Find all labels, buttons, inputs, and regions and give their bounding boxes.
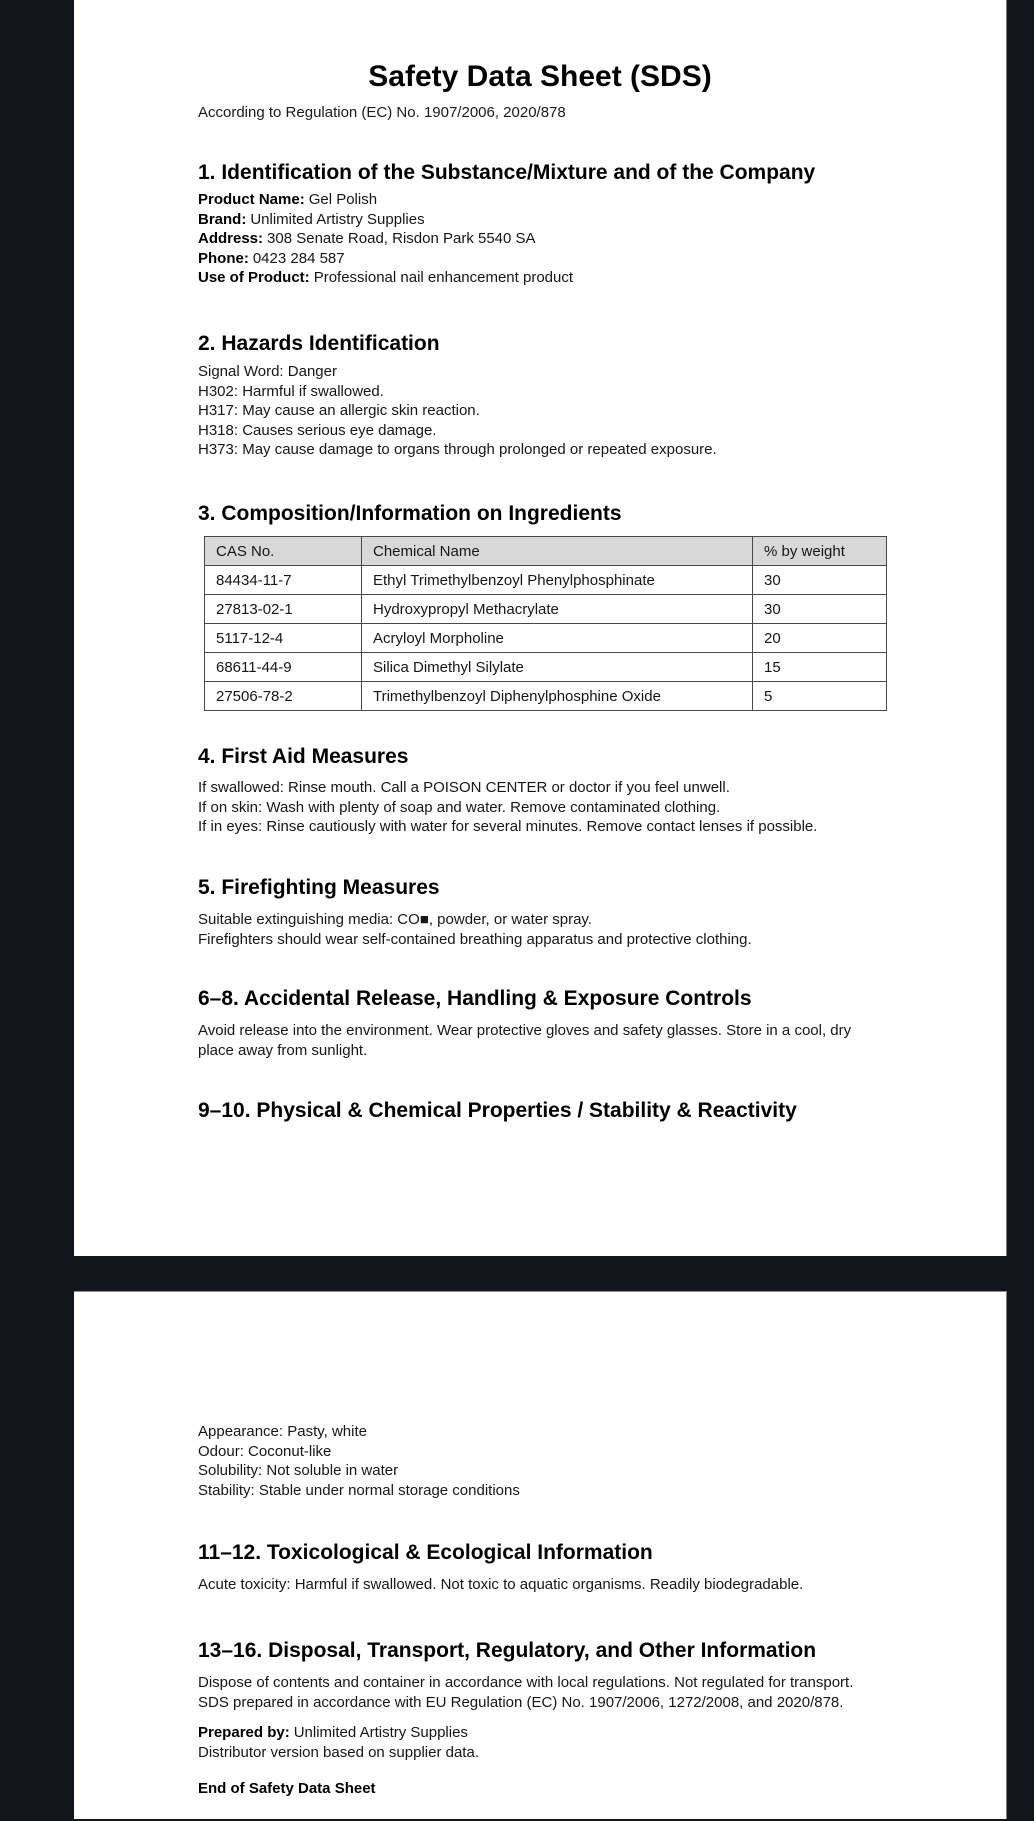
column-header-weight: % by weight xyxy=(753,537,887,566)
first-aid-line: If in eyes: Rinse cautiously with water for several minutes. Remove contact lenses if possible. xyxy=(198,818,818,835)
table-row xyxy=(205,595,887,624)
section-13-16-heading: 13–16. Disposal, Transport, Regulatory, and Other Information xyxy=(198,1639,817,1662)
field-line xyxy=(198,268,573,288)
table-cell: 68611-44-9 xyxy=(205,653,362,682)
section-5-heading: 5. Firefighting Measures xyxy=(198,876,440,899)
section-9-10-heading: 9–10. Physical & Chemical Properties / Stability & Reactivity xyxy=(198,1099,797,1122)
accidental-release-line: place away from sunlight. xyxy=(198,1041,368,1059)
table-row xyxy=(205,566,887,595)
field-label: Address: xyxy=(198,230,264,247)
field-value: 0423 284 587 xyxy=(252,249,345,267)
column-header-chemical: Chemical Name xyxy=(362,537,753,566)
column-header-cas: CAS No. xyxy=(205,537,362,566)
property-line: Appearance: Pasty, white xyxy=(198,1423,367,1440)
physical-properties-lines xyxy=(198,1422,520,1500)
section-5-lines xyxy=(198,910,752,949)
toxicology-line: Acute toxicity: Harmful if swallowed. Not toxic to aquatic organisms. Readily biodegradable. xyxy=(198,1576,804,1593)
hazard-line: Signal Word: Danger xyxy=(198,363,337,380)
table-cell: Acryloyl Morpholine xyxy=(362,624,753,653)
accidental-release-line: Avoid release into the environment. Wear protective gloves and safety glasses. Store in a cool, dry xyxy=(198,1022,852,1039)
field-label: Product Name: xyxy=(198,191,305,208)
first-aid-line: If on skin: Wash with plenty of soap and water. Remove contaminated clothing. xyxy=(198,798,721,816)
prepared-by-label: Prepared by: xyxy=(198,1724,290,1741)
hazard-line: H317: May cause an allergic skin reaction. xyxy=(198,402,480,419)
table-cell: Hydroxypropyl Methacrylate xyxy=(362,595,753,624)
field-line xyxy=(198,210,573,230)
table-cell: 15 xyxy=(753,653,887,682)
end-of-sheet-line: End of Safety Data Sheet xyxy=(198,1780,376,1797)
table-cell: 27506-78-2 xyxy=(205,682,362,711)
table-cell: 30 xyxy=(753,595,887,624)
table-row xyxy=(205,653,887,682)
field-value: 308 Senate Road, Risdon Park 5540 SA xyxy=(267,230,536,247)
table-cell: Trimethylbenzoyl Diphenylphosphine Oxide xyxy=(362,682,753,711)
section-4-heading: 4. First Aid Measures xyxy=(198,745,409,768)
table-cell: 30 xyxy=(753,566,887,595)
table-cell: 5 xyxy=(753,682,887,711)
table-row xyxy=(205,624,887,653)
property-line: Stability: Stable under normal storage conditions xyxy=(198,1481,520,1499)
firefighting-line: Suitable extinguishing media: CO■, powder, or water spray. xyxy=(198,911,592,928)
table-cell: 5117-12-4 xyxy=(205,624,362,653)
section-11-12-heading: 11–12. Toxicological & Ecological Information xyxy=(198,1541,653,1564)
prepared-by-line xyxy=(198,1723,479,1743)
property-line: Odour: Coconut-like xyxy=(198,1442,332,1460)
document-title: Safety Data Sheet (SDS) xyxy=(368,60,712,93)
section-6-8-heading: 6–8. Accidental Release, Handling & Exposure Controls xyxy=(198,987,752,1010)
field-line xyxy=(198,249,573,269)
table-cell: Silica Dimethyl Silylate xyxy=(362,653,753,682)
table-cell: 84434-11-7 xyxy=(205,566,362,595)
first-aid-line: If swallowed: Rinse mouth. Call a POISON CENTER or doctor if you feel unwell. xyxy=(198,779,730,796)
document-subtitle: According to Regulation (EC) No. 1907/2006, 2020/878 xyxy=(198,104,566,121)
distributor-line: Distributor version based on supplier data. xyxy=(198,1743,479,1761)
field-label: Use of Product: xyxy=(198,269,310,286)
property-line: Solubility: Not soluble in water xyxy=(198,1462,399,1479)
section-6-8-lines xyxy=(198,1021,851,1060)
prepared-by-block xyxy=(198,1723,479,1762)
section-11-12-lines xyxy=(198,1575,803,1595)
field-line xyxy=(198,190,573,210)
disposal-line: Dispose of contents and container in accordance with local regulations. Not regulated for transport. xyxy=(198,1674,854,1691)
table-header-row xyxy=(205,537,887,566)
section-2-heading: 2. Hazards Identification xyxy=(198,332,440,355)
hazard-line: H373: May cause damage to organs through prolonged or repeated exposure. xyxy=(198,441,717,458)
field-label: Phone: xyxy=(198,249,249,267)
table-cell: Ethyl Trimethylbenzoyl Phenylphosphinate xyxy=(362,566,753,595)
table-row xyxy=(205,682,887,711)
section-1-fields xyxy=(198,190,573,288)
table-cell: 20 xyxy=(753,624,887,653)
document-page-2 xyxy=(74,1291,1007,1819)
field-value: Gel Polish xyxy=(308,191,378,208)
field-value: Professional nail enhancement product xyxy=(313,269,574,286)
disposal-line: SDS prepared in accordance with EU Regulation (EC) No. 1907/2006, 1272/2008, and 2020/878. xyxy=(198,1693,844,1711)
hazard-line: H302: Harmful if swallowed. xyxy=(198,382,384,400)
ingredients-table xyxy=(204,536,887,711)
field-label: Brand: xyxy=(198,210,247,228)
document-page-1 xyxy=(74,0,1007,1256)
section-2-lines xyxy=(198,362,717,460)
field-line xyxy=(198,229,573,249)
prepared-by-value: Unlimited Artistry Supplies xyxy=(293,1724,468,1741)
field-value: Unlimited Artistry Supplies xyxy=(250,210,425,228)
section-1-heading: 1. Identification of the Substance/Mixture and of the Company xyxy=(198,161,816,184)
table-cell: 27813-02-1 xyxy=(205,595,362,624)
firefighting-line: Firefighters should wear self-contained breathing apparatus and protective clothing. xyxy=(198,930,752,948)
section-4-lines xyxy=(198,778,817,837)
hazard-line: H318: Causes serious eye damage. xyxy=(198,421,437,439)
section-3-heading: 3. Composition/Information on Ingredients xyxy=(198,502,622,525)
section-13-16-lines xyxy=(198,1673,853,1712)
